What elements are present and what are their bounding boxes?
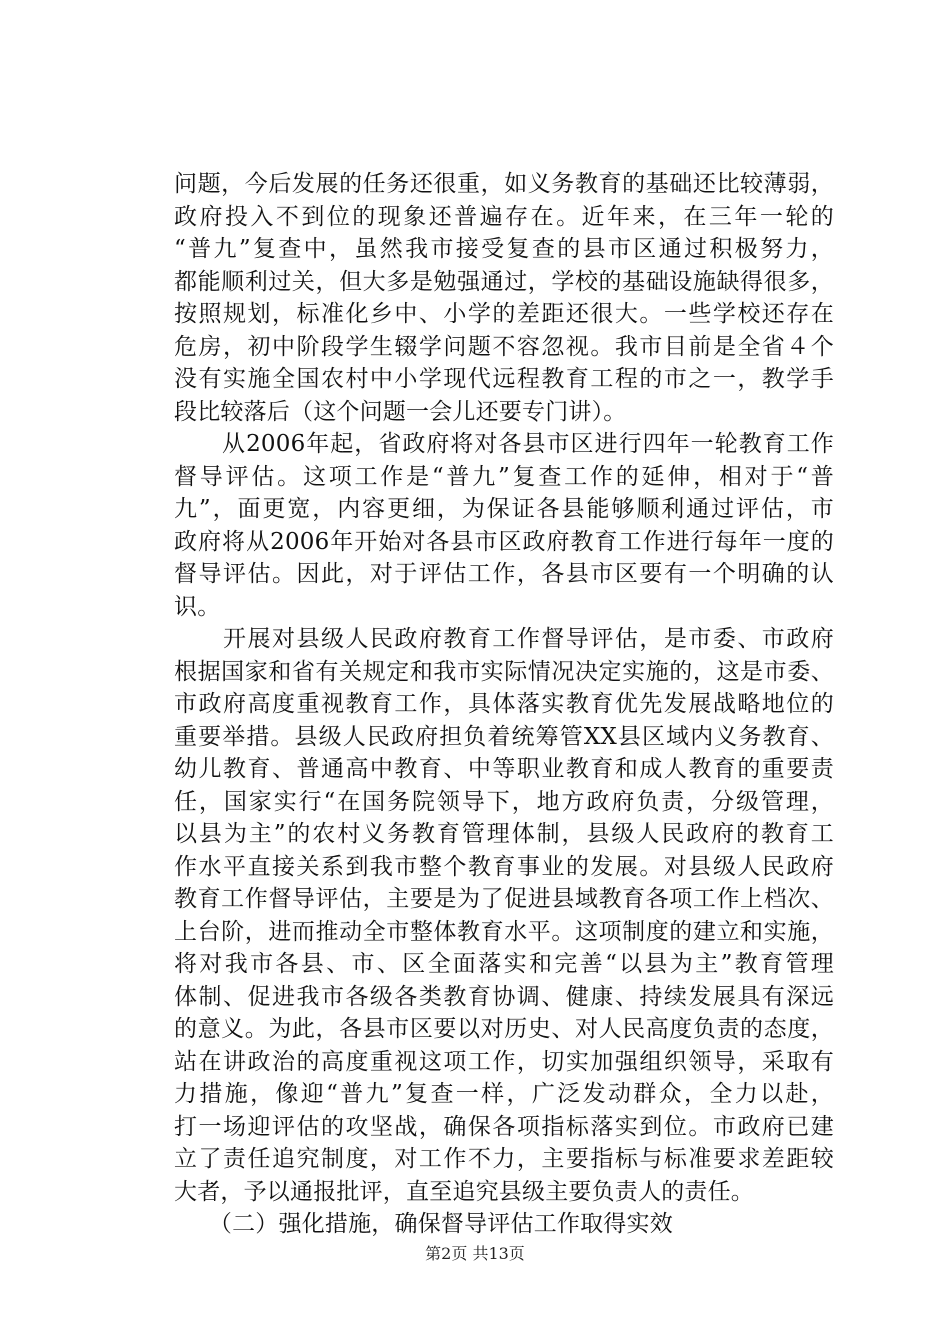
text-line: 重要举措。县级人民政府担负着统筹管XX县区域内义务教育、 xyxy=(174,723,834,750)
text-line: 市政府高度重视教育工作，具体落实教育优先发展战略地位的 xyxy=(174,691,834,717)
text-line: 识。 xyxy=(174,593,221,620)
text-line: 上台阶，进而推动全市整体教育水平。这项制度的建立和实施， xyxy=(174,918,834,945)
text-line: 开展对县级人民政府教育工作督导评估，是市委、市政府 xyxy=(174,626,834,652)
text-line: 从2006年起，省政府将对各县市区进行四年一轮教育工作 xyxy=(174,431,834,457)
text-line: 危房，初中阶段学生辍学问题不容忽视。我市目前是全省４个 xyxy=(174,333,834,360)
text-line: 九”，面更宽，内容更细，为保证各县能够顺利通过评估，市 xyxy=(174,496,834,522)
text-line: 督导评估。这项工作是“普九”复查工作的延伸，相对于“普 xyxy=(174,463,834,490)
text-line: 打一场迎评估的攻坚战，确保各项指标落实到位。市政府已建 xyxy=(174,1113,834,1140)
text-line: 以县为主”的农村义务教育管理体制，县级人民政府的教育工 xyxy=(174,821,834,847)
text-line: 作水平直接关系到我市整个教育事业的发展。对县级人民政府 xyxy=(174,853,834,880)
text-line: 站在讲政治的高度重视这项工作，切实加强组织领导，采取有 xyxy=(174,1048,834,1075)
text-line: 按照规划，标准化乡中、小学的差距还很大。一些学校还存在 xyxy=(174,301,834,327)
body-text xyxy=(174,168,834,1241)
text-line: 将对我市各县、市、区全面落实和完善“以县为主”教育管理 xyxy=(174,951,834,977)
text-line: 体制、促进我市各级各类教育协调、健康、持续发展具有深远 xyxy=(174,983,834,1010)
section-heading: （二）强化措施，确保督导评估工作取得实效 xyxy=(174,1211,673,1237)
text-line: 都能顺利过关，但大多是勉强通过，学校的基础设施缺得很多， xyxy=(174,268,834,295)
text-line: 大者，予以通报批评，直至追究县级主要负责人的责任。 xyxy=(174,1178,754,1205)
page-number-footer: 第2页 共13页 xyxy=(425,1244,525,1263)
text-line: 任，国家实行“在国务院领导下，地方政府负责，分级管理， xyxy=(174,788,834,815)
text-line: 力措施，像迎“普九”复查一样，广泛发动群众，全力以赴， xyxy=(174,1081,834,1107)
text-line: 根据国家和省有关规定和我市实际情况决定实施的，这是市委、 xyxy=(174,658,834,685)
text-line: “普九”复查中，虽然我市接受复查的县市区通过积极努力， xyxy=(174,236,834,262)
text-line: 的意义。为此，各县市区要以对历史、对人民高度负责的态度， xyxy=(174,1016,834,1042)
text-line: 问题，今后发展的任务还很重，如义务教育的基础还比较薄弱， xyxy=(174,171,834,197)
text-line: 教育工作督导评估，主要是为了促进县域教育各项工作上档次、 xyxy=(174,886,834,912)
text-line: 政府投入不到位的现象还普遍存在。近年来，在三年一轮的 xyxy=(174,203,834,230)
text-line: 立了责任追究制度，对工作不力，主要指标与标准要求差距较 xyxy=(174,1146,834,1172)
text-line: 没有实施全国农村中小学现代远程教育工程的市之一，教学手 xyxy=(174,366,834,392)
text-line: 政府将从2006年开始对各县市区政府教育工作进行每年一度的 xyxy=(174,528,834,555)
text-line: 段比较落后（这个问题一会儿还要专门讲）。 xyxy=(174,398,627,425)
text-line: 督导评估。因此，对于评估工作，各县市区要有一个明确的认 xyxy=(174,561,834,587)
text-line: 幼儿教育、普通高中教育、中等职业教育和成人教育的重要责 xyxy=(174,756,834,782)
